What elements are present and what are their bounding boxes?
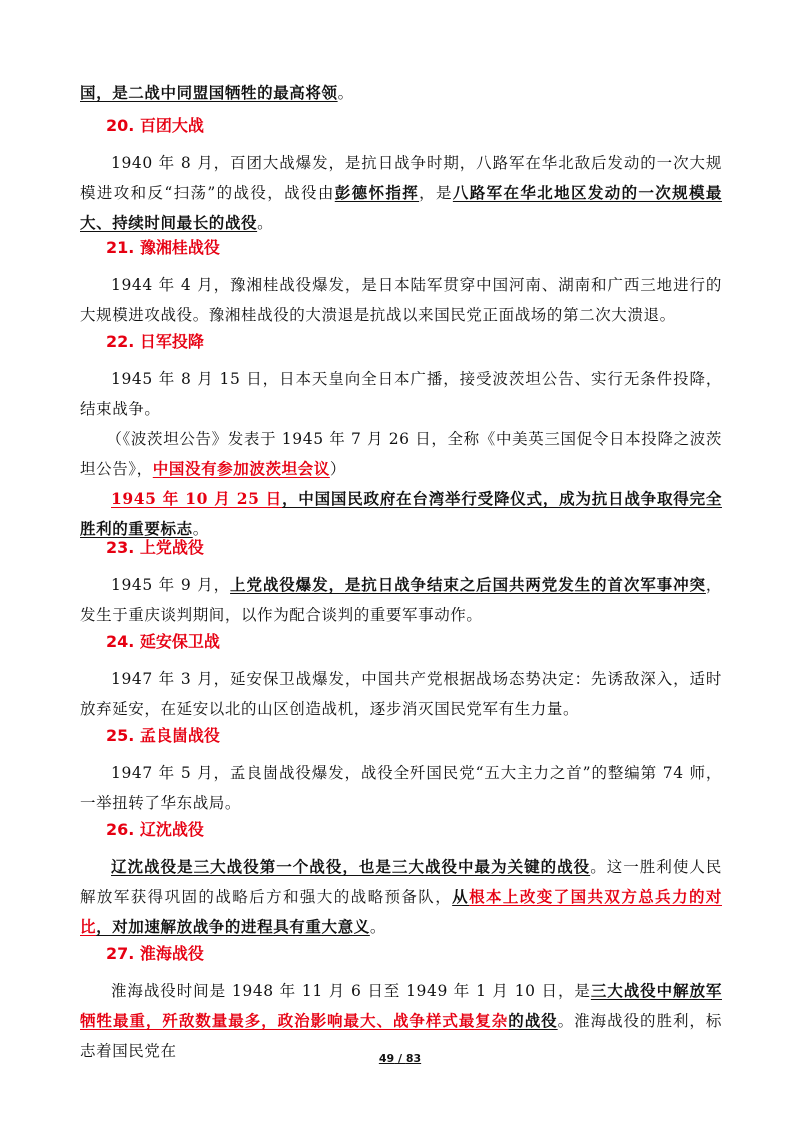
emphasis-text: 1945 年 10 月 25 日 <box>111 489 282 508</box>
section-heading-21: 21. 豫湘桂战役 <box>106 238 220 257</box>
emphasis-text: 八路军在华北地区发动的一次规模最大、持续时间最长的战役 <box>80 183 723 232</box>
section-paragraph-27: 淮海战役时间是 1948 年 11 月 6 日至 1949 年 1 月 10 日，是三大战役中解放军牺牲最重，歼敌数量最多，政治影响最大、战争样式最复杂的战役。淮海战役的胜利，标志着国民党在 <box>80 981 722 1060</box>
page-number: 49 / 83 <box>378 1052 422 1065</box>
continued-paragraph: 国，是二战中同盟国牺牲的最高将领。 <box>80 83 354 102</box>
section-paragraph-26: 辽沈战役是三大战役第一个战役，也是三大战役中最为关键的战役。这一胜利使人民解放军获得巩固的战略后方和强大的战略预备队，从根本上改变了国共双方总兵力的对比，对加速解放战争的进程具有重大意义。 <box>80 857 722 936</box>
section-heading-26: 26. 辽沈战役 <box>106 820 204 839</box>
emphasis-text: 彭德怀指挥 <box>334 183 420 202</box>
section-paragraph-22b: （《波茨坦公告》发表于 1945 年 7 月 26 日，全称《中美英三国促令日本投降之波茨坦公告》，中国没有参加波茨坦会议） <box>80 430 722 478</box>
emphasis-text: 的战役 <box>508 1011 558 1030</box>
section-heading-24: 24. 延安保卫战 <box>106 632 220 651</box>
emphasis-text: 中国没有参加波茨坦会议 <box>152 459 330 478</box>
section-paragraph-21: 1944 年 4 月，豫湘桂战役爆发，是日本陆军贯穿中国河南、湖南和广西三地进行的大规模进攻战役。豫湘桂战役的大溃退是抗战以来国民党正面战场的第二次大溃退。 <box>80 276 722 324</box>
emphasis-text: 根本上改变了国共双方总兵力的对比 <box>80 887 722 936</box>
emphasis-text: 辽沈战役是三大战役第一个战役，也是三大战役中最为关键的战役 <box>111 857 591 876</box>
section-paragraph-23: 1945 年 9 月，上党战役爆发，是抗日战争结束之后国共两党发生的首次军事冲突，发生于重庆谈判期间，以作为配合谈判的重要军事动作。 <box>80 575 722 624</box>
emphasis-text: ，对加速解放战争的进程具有重大意义 <box>96 917 370 936</box>
section-heading-27: 27. 淮海战役 <box>106 944 204 963</box>
emphasis-text: 牺牲最重，歼敌数量最多，政治影响最大、战争样式最复杂 <box>80 1011 509 1030</box>
section-heading-20: 20. 百团大战 <box>106 116 204 135</box>
section-paragraph-25: 1947 年 5 月，孟良崮战役爆发，战役全歼国民党“五大主力之首”的整编第 74 师，一举扭转了华东战局。 <box>80 764 722 812</box>
emphasis-text: 上党战役爆发，是抗日战争结束之后国共两党发生的首次军事冲突 <box>230 575 706 594</box>
section-paragraph-22a: 1945 年 8 月 15 日，日本天皇向全日本广播，接受波茨坦公告、实行无条件投降，结束战争。 <box>80 370 722 418</box>
emphasis-text: 三大战役中解放军 <box>590 981 722 1000</box>
section-paragraph-22c: 1945 年 10 月 25 日，中国国民政府在台湾举行受降仪式，成为抗日战争取得完全胜利的重要标志。 <box>80 489 722 538</box>
section-heading-23: 23. 上党战役 <box>106 538 204 557</box>
emphasis-text: 从 <box>452 887 470 906</box>
section-paragraph-24: 1947 年 3 月，延安保卫战爆发，中国共产党根据战场态势决定：先诱敌深入，适时放弃延安，在延安以北的山区创造战机，逐步消灭国民党军有生力量。 <box>80 670 722 718</box>
emphasis-text: 国，是二战中同盟国牺牲的最高将领 <box>80 83 338 102</box>
emphasis-text: ，中国国民政府在台湾举行受降仪式，成为抗日战争取得完全胜利的重要标志 <box>80 489 722 538</box>
section-paragraph-20: 1940 年 8 月，百团大战爆发，是抗日战争时期，八路军在华北敌后发动的一次大规模进攻和反“扫荡”的战役，战役由彭德怀指挥，是八路军在华北地区发动的一次规模最大、持续时间最长的战役。 <box>80 154 723 232</box>
section-heading-22: 22. 日军投降 <box>106 332 204 351</box>
section-heading-25: 25. 孟良崮战役 <box>106 726 220 745</box>
